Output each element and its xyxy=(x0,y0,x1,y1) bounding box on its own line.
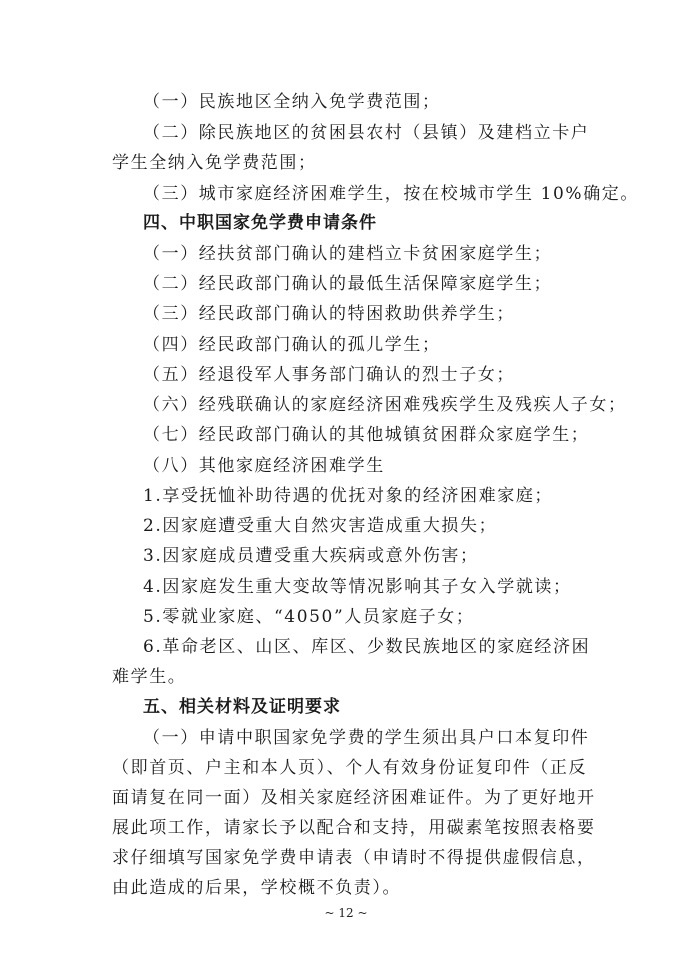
list-item: 5.零就业家庭、“4050”人员家庭子女； xyxy=(143,607,475,627)
list-item: （四）经民政部门确认的孤儿学生； xyxy=(143,335,441,355)
section-heading: 四、中职国家免学费申请条件 xyxy=(143,213,377,233)
section-heading: 五、相关材料及证明要求 xyxy=(143,697,341,717)
list-item: （三）经民政部门确认的特困救助供养学生； xyxy=(143,304,515,324)
paragraph-line: （二）除民族地区的贫困县农村（县镇）及建档立卡户 xyxy=(143,123,590,143)
paragraph-line: 展此项工作，请家长予以配合和支持，用碳素笔按照表格要 xyxy=(112,818,596,838)
paragraph-line: 由此造成的后果，学校概不负责）。 xyxy=(112,878,402,898)
paragraph-line: 面请复在同一面）及相关家庭经济困难证件。为了更好地开 xyxy=(112,788,596,808)
paragraph-line: （一）民族地区全纳入免学费范围； xyxy=(143,92,441,112)
list-item: （五）经退役军人事务部门确认的烈士子女； xyxy=(143,365,515,385)
list-item: （一）经扶贫部门确认的建档立卡贫困家庭学生； xyxy=(143,244,553,264)
list-item: 3.因家庭成员遭受重大疾病或意外伤害； xyxy=(143,546,479,566)
list-item: （六）经残联确认的家庭经济困难残疾学生及残疾人子女； xyxy=(143,395,627,415)
paragraph-line: （三）城市家庭经济困难学生，按在校城市学生 10%确定。 xyxy=(143,184,639,204)
list-item: （七）经民政部门确认的其他城镇贫困群众家庭学生； xyxy=(143,425,590,445)
paragraph-line: 求仔细填写国家免学费申请表（申请时不得提供虚假信息， xyxy=(112,848,596,868)
list-item: （二）经民政部门确认的最低生活保障家庭学生； xyxy=(143,274,553,294)
paragraph-line: 学生全纳入免学费范围； xyxy=(112,153,317,173)
paragraph-line: （即首页、户主和本人页）、个人有效身份证复印件（正反 xyxy=(112,758,588,778)
list-item: 4.因家庭发生重大变故等情况影响其子女入学就读； xyxy=(143,577,572,597)
list-item: 2.因家庭遭受重大自然灾害造成重大损失； xyxy=(143,516,498,536)
list-item: 6.革命老区、山区、库区、少数民族地区的家庭经济困 xyxy=(143,637,591,657)
page-number: ~ 12 ~ xyxy=(324,906,368,920)
list-item: 1.享受抚恤补助待遇的优抚对象的经济困难家庭； xyxy=(143,486,554,506)
list-item: （八）其他家庭经济困难学生 xyxy=(143,456,385,476)
list-item: 难学生。 xyxy=(112,667,187,687)
paragraph-line: （一）申请中职国家免学费的学生须出具户口本复印件 xyxy=(143,728,590,748)
